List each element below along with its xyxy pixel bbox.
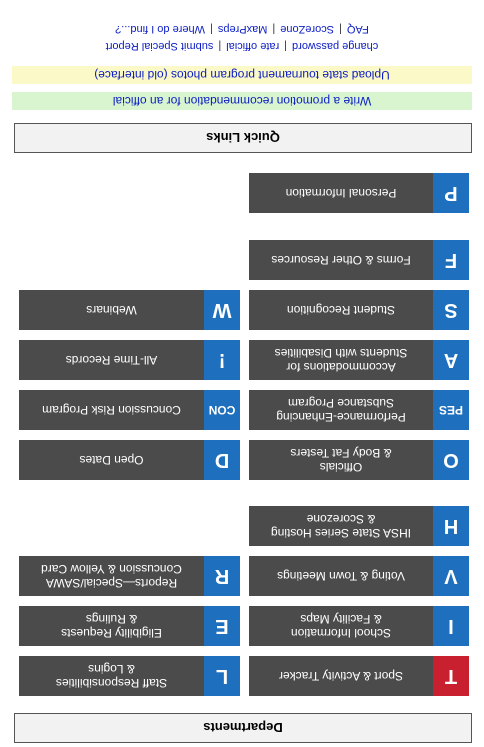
tile-label: Officials & Body Fat Testers	[249, 440, 433, 480]
tile-accommodations[interactable]	[249, 340, 469, 380]
tile-officials[interactable]	[249, 440, 469, 480]
quick-links-header: Quick Links	[14, 123, 472, 153]
tile-label: Reports—Special/SAWA Concussion & Yellow Card	[19, 556, 204, 596]
tile-staff-responsibilities[interactable]	[19, 656, 240, 696]
tile-label: Student Recognition	[249, 290, 433, 330]
tile-letter-icon: L	[204, 656, 240, 696]
tile-eligibility-requests[interactable]	[19, 606, 240, 646]
tile-state-series-hosting[interactable]	[249, 506, 469, 546]
upload-program-photos-link[interactable]: Upload state tournament program photos (old interface)	[12, 66, 472, 84]
tile-letter-icon: !	[204, 340, 240, 380]
tile-letter-icon: T	[433, 656, 469, 696]
tile-school-information[interactable]	[249, 606, 469, 646]
tile-pes-program[interactable]	[249, 390, 469, 430]
tile-webinars[interactable]	[19, 290, 240, 330]
tile-label: Staff Responsibilities & Logins	[19, 656, 204, 696]
tile-label: Personal Information	[249, 173, 433, 213]
tile-personal-information[interactable]	[249, 173, 469, 213]
tile-concussion-risk[interactable]	[19, 390, 240, 430]
change-password-link[interactable]: change password	[292, 40, 379, 52]
tile-open-dates[interactable]	[19, 440, 240, 480]
tile-sport-activity-tracker[interactable]	[249, 656, 469, 696]
tile-label: Open Dates	[19, 440, 204, 480]
tile-letter-icon: PES	[433, 390, 469, 430]
tile-letter-icon: R	[204, 556, 240, 596]
tile-letter-icon: A	[433, 340, 469, 380]
tile-label: IHSA State Series Hosting & Scorezone	[249, 506, 433, 546]
tile-all-time-records[interactable]	[19, 340, 240, 380]
tile-letter-icon: S	[433, 290, 469, 330]
tile-letter-icon: O	[433, 440, 469, 480]
departments-header: Departments	[14, 713, 472, 743]
tile-letter-icon: I	[433, 606, 469, 646]
tile-label: Performance-Enhancing Substance Program	[249, 390, 433, 430]
tile-letter-icon: D	[204, 440, 240, 480]
submit-special-report-link[interactable]: submit Special Report	[105, 40, 214, 52]
help-links-row: FAQ|ScoreZone|MaxPreps|Where do I find...?	[115, 23, 369, 35]
tile-letter-icon: E	[204, 606, 240, 646]
tile-label: Voting & Town Meetings	[249, 556, 433, 596]
tile-label: Forms & Other Resources	[249, 240, 433, 280]
tile-letter-icon: F	[433, 240, 469, 280]
faq-link[interactable]: FAQ	[346, 23, 369, 35]
tile-student-recognition[interactable]	[249, 290, 469, 330]
tile-letter-icon: V	[433, 556, 469, 596]
scorezone-link[interactable]: ScoreZone	[280, 23, 335, 35]
tile-forms-resources[interactable]	[249, 240, 469, 280]
tile-label: Webinars	[19, 290, 204, 330]
tile-letter-icon: W	[204, 290, 240, 330]
tile-letter-icon: H	[433, 506, 469, 546]
tile-letter-icon: P	[433, 173, 469, 213]
tile-label: School Information & Facility Maps	[249, 606, 433, 646]
tile-label: Eligibility Requests & Rulings	[19, 606, 204, 646]
tile-reports-special[interactable]	[19, 556, 240, 596]
tile-label: Accommodations for Students with Disabilities	[249, 340, 433, 380]
tile-label: Sport & Activity Tracker	[249, 656, 433, 696]
tile-voting-town-meetings[interactable]	[249, 556, 469, 596]
maxpreps-link[interactable]: MaxPreps	[217, 23, 268, 35]
tile-letter-icon: CON	[204, 390, 240, 430]
tile-label: All-Time Records	[19, 340, 204, 380]
promotion-recommendation-link[interactable]: Write a promotion recommendation for an official	[12, 92, 472, 110]
account-links-row: change password|rate official|submit Special Report	[105, 40, 379, 52]
rate-official-link[interactable]: rate official	[226, 40, 280, 52]
where-do-i-find-link[interactable]: Where do I find...?	[115, 23, 205, 35]
tile-label: Concussion Risk Program	[19, 390, 204, 430]
